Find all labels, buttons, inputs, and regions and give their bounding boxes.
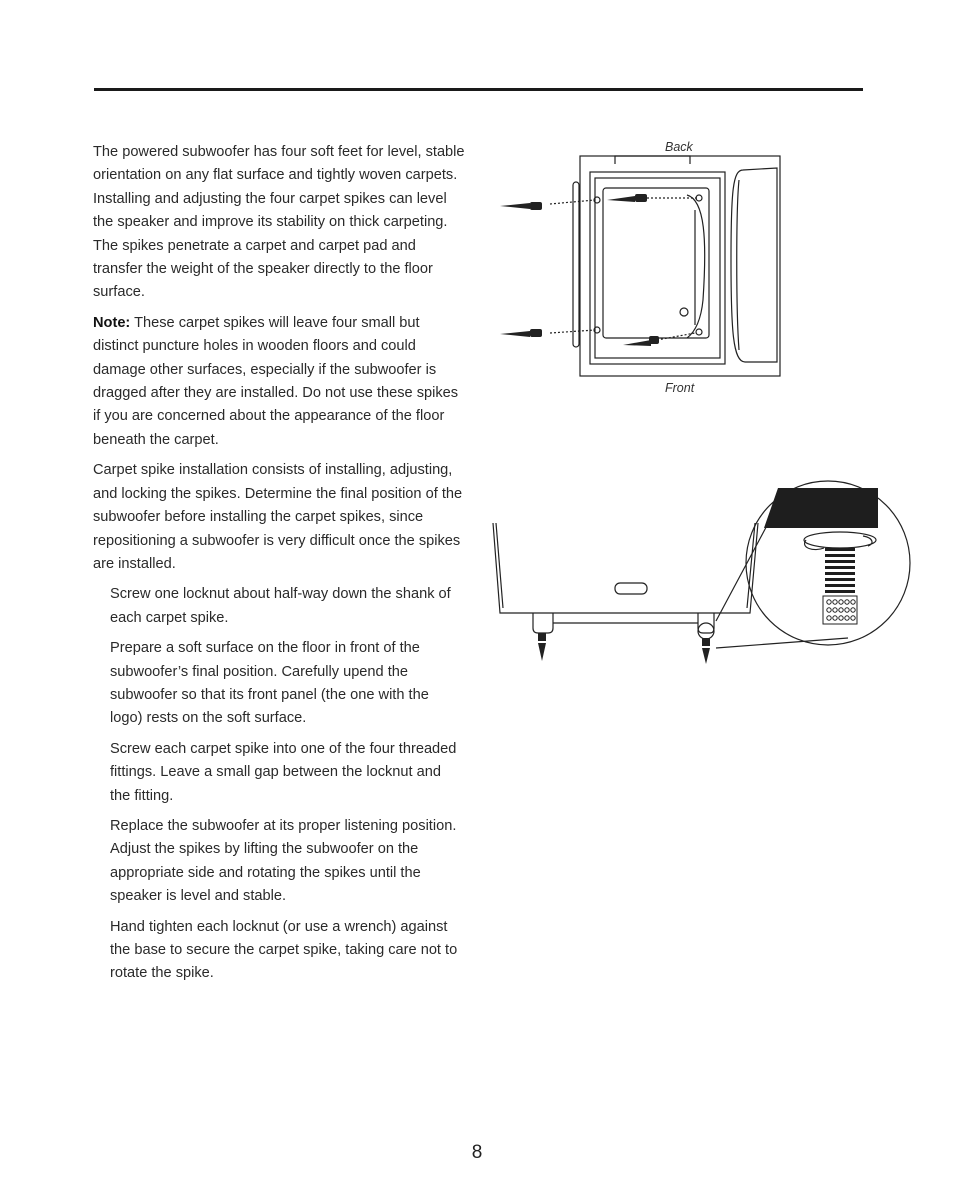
page-number: 8 bbox=[471, 1142, 483, 1163]
step-5: Hand tighten each locknut (or use a wrench) against the base to secure the carpet spike, taking care not to rotate the spike. bbox=[110, 918, 458, 982]
step-1: Screw one locknut about half-way down the shank of each carpet spike. bbox=[110, 586, 451, 626]
back-label: Back bbox=[665, 140, 693, 154]
install-intro-paragraph: Carpet spike installation consists of installing, adjusting, and locking the spikes. Determine the final position of the subwoofer before installing the carpet spikes, since repositioning a subwoofer is very difficult once the spikes are installed. bbox=[93, 462, 463, 572]
handle-slot bbox=[615, 583, 647, 594]
base-spikes bbox=[538, 633, 710, 664]
magnified-locknut bbox=[823, 596, 857, 624]
intro-paragraph: The powered subwoofer has four soft feet for level, stable orientation on any flat surface and tightly woven carpets. Installing and adjusting the four carpet spikes can level the speaker and improve its stability on thick carpeting. The spikes penetrate a carpet and carpet pad and transfer the weight of the speaker directly to the floor surface. bbox=[93, 144, 465, 301]
spike-install-figure bbox=[495, 150, 795, 385]
note-paragraph bbox=[93, 312, 465, 452]
step-4: Replace the subwoofer at its proper listening position. Adjust the spikes by lifting the subwoofer on the appropriate side and rotating the spikes until the speaker is level and stable. bbox=[110, 817, 457, 905]
magnified-spike-threads bbox=[825, 548, 855, 593]
body-text-column bbox=[93, 141, 465, 993]
header-rule bbox=[94, 88, 863, 91]
note-text: These carpet spikes will leave four small but distinct puncture holes in wooden floors and could damage other surfaces, especially if the subwoofer is dragged after they are installed. Do not use these spikes if you are concerned about the appearance of the floor beneath the carpet. bbox=[93, 314, 459, 448]
magnified-base bbox=[764, 488, 878, 528]
cabinet-outline bbox=[580, 156, 780, 376]
note-label: Note: bbox=[93, 314, 131, 331]
spike-adjust-figure bbox=[488, 478, 918, 678]
front-label: Front bbox=[665, 381, 695, 395]
step-2: Prepare a soft surface on the floor in front of the subwoofer’s final position. Carefully upend the subwoofer so that its front panel (the one with the logo) rests on the soft surface. bbox=[110, 640, 429, 727]
step-3: Screw each carpet spike into one of the four threaded fittings. Leave a small gap between the locknut and the fitting. bbox=[110, 740, 457, 804]
